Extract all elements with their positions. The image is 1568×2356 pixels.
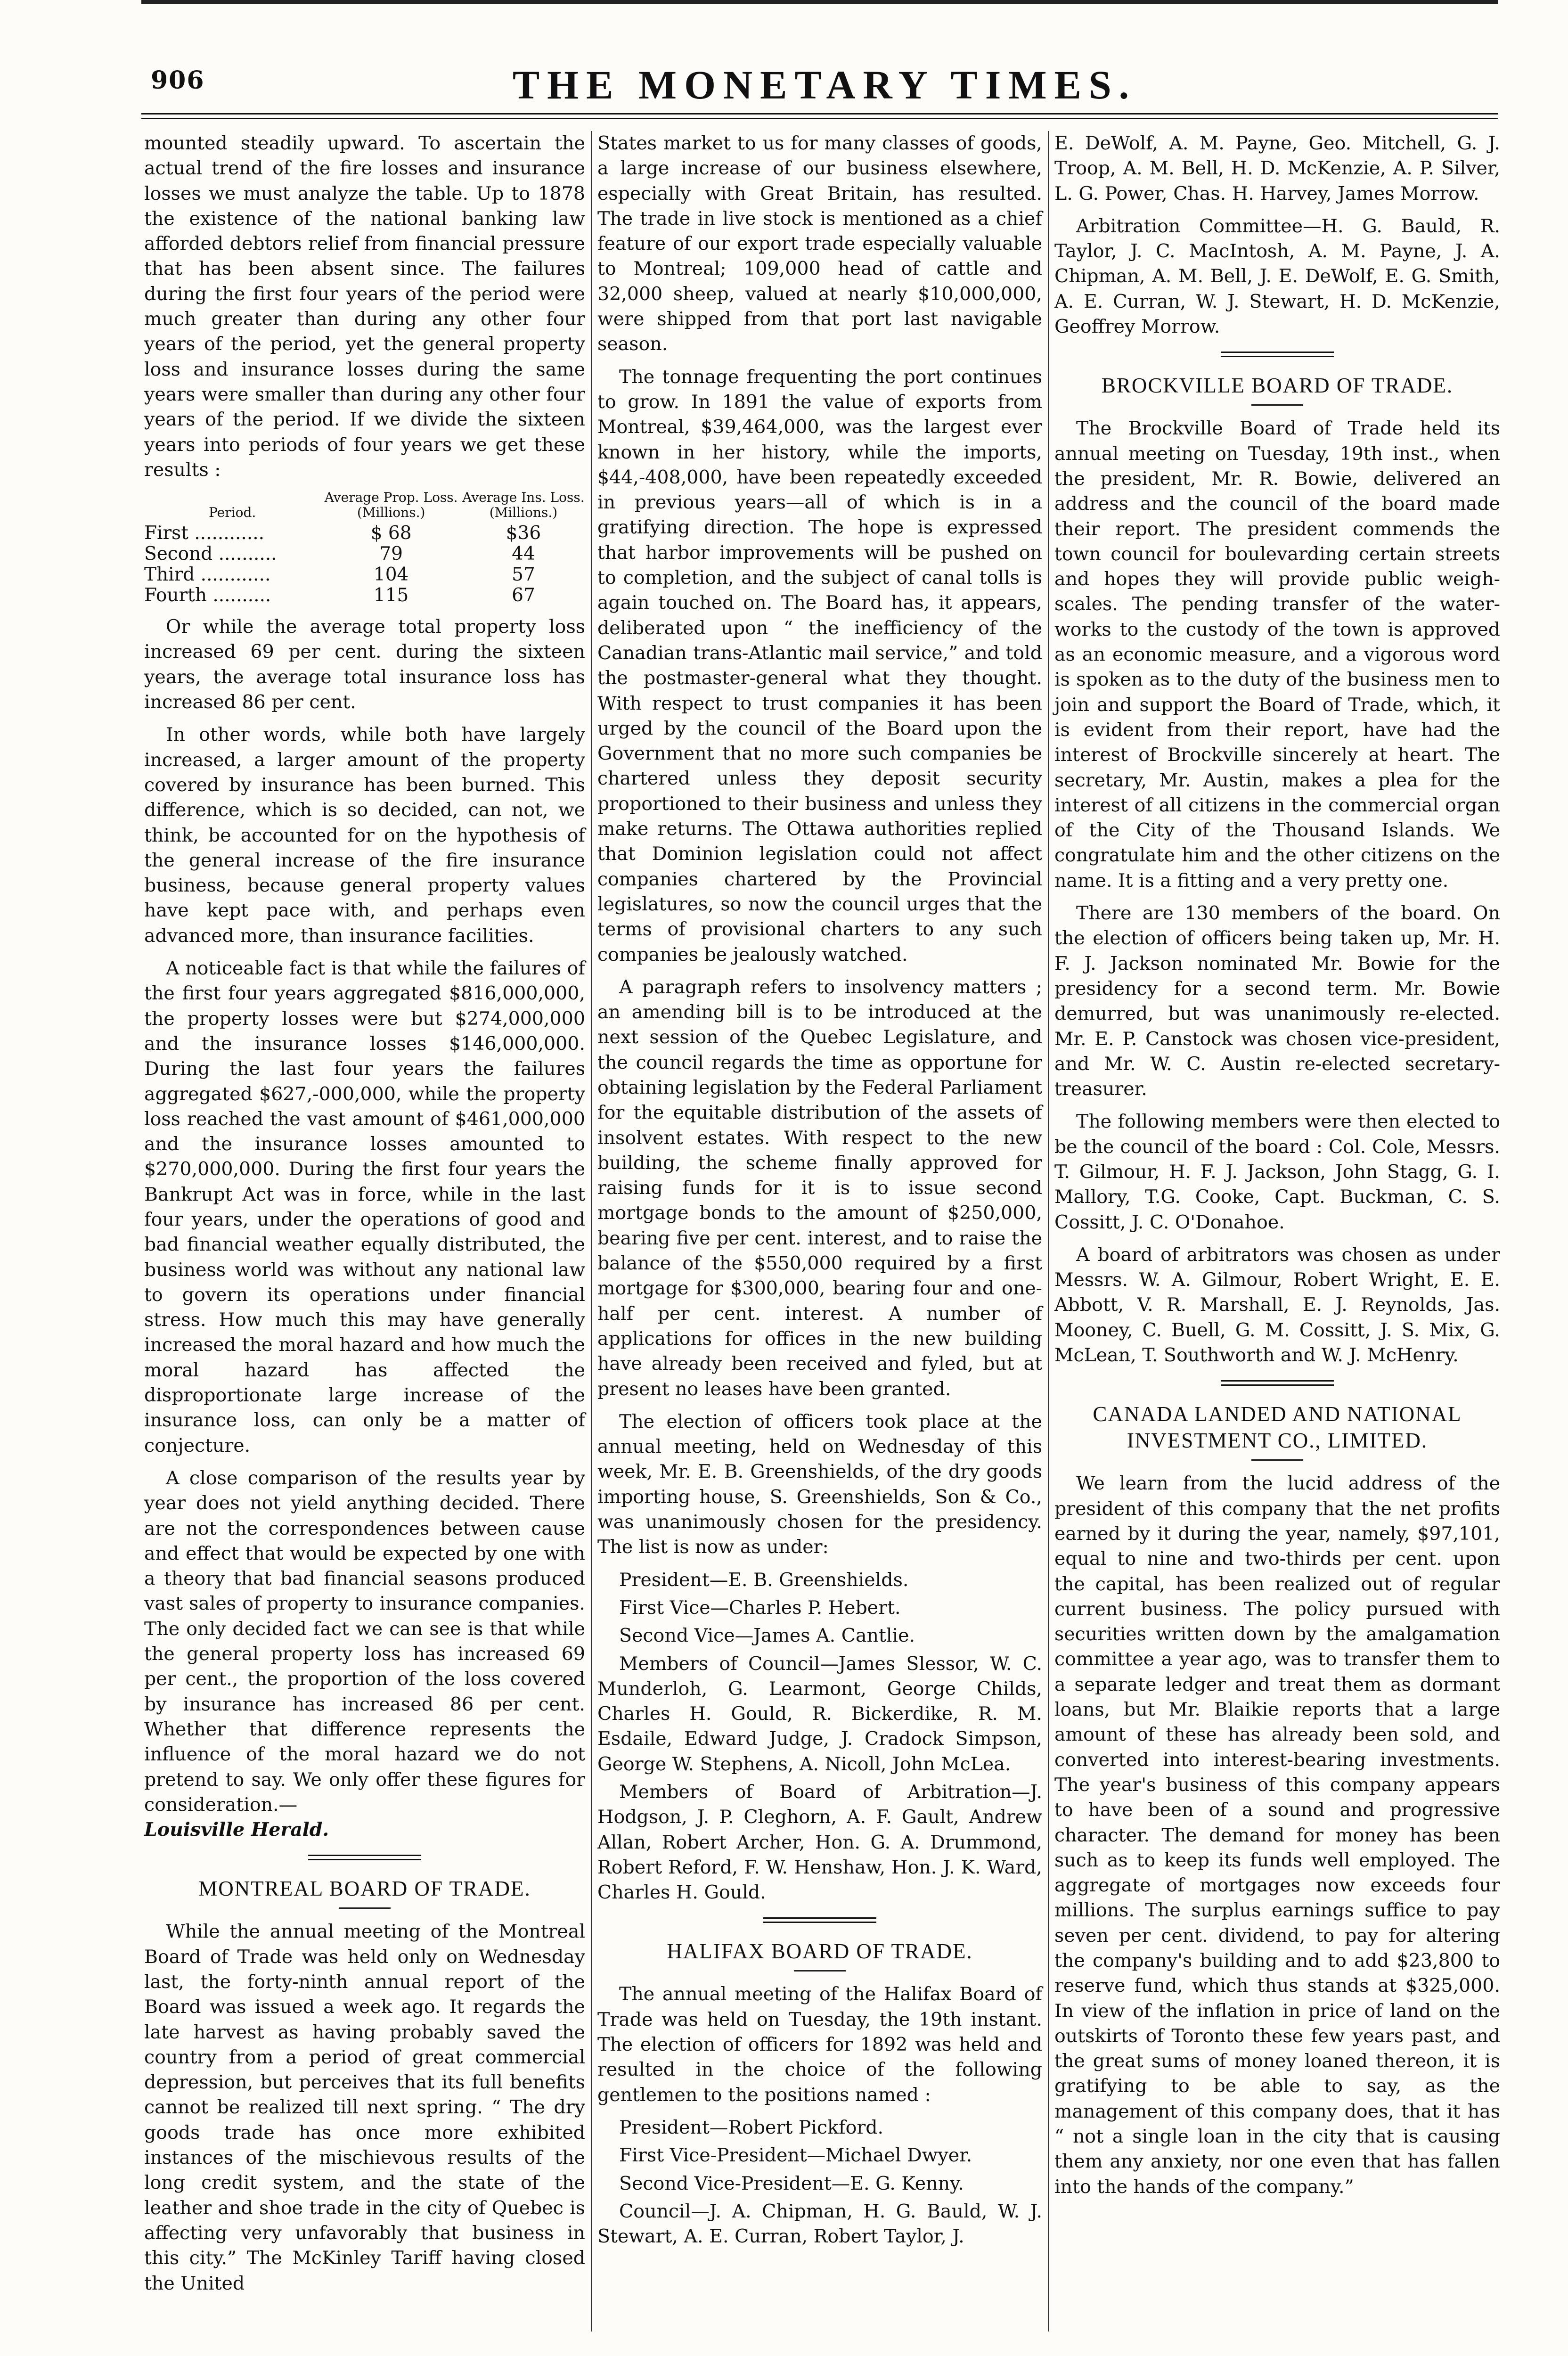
- paragraph: Or while the average total property loss increased 69 per cent. during the sixteen years, the average total insurance loss has increased 86 per cent.: [144, 616, 585, 713]
- officer-list-item: Members of Council—James Slessor, W. C. Munderloh, G. Learmont, George Childs, Charles H. Gould, R. Bickerdike, R. M. Esdaile, Edward Judge, J. Cradock Simpson, George W. Stephens, A. Nicoll, John McLea.: [597, 1652, 1042, 1775]
- column-header-property-loss: Average Prop. Loss. (Millions.): [324, 490, 458, 521]
- heading-rule: [1251, 1459, 1303, 1461]
- property-loss-cell: 115: [373, 585, 409, 606]
- period-cell: Fourth ..........: [144, 585, 271, 606]
- paragraph: The following members were then elected to be the council of the board : Col. Cole, Messrs. T. Gilmour, H. F. J. Jackson, John Stagg, G. I. Mallory, T.G. Cooke, Capt. Buckman, C. S. Cossitt, J. C. O'Donahoe.: [1054, 1111, 1500, 1233]
- period-cell: First ............: [144, 523, 265, 544]
- table-row: [144, 544, 585, 564]
- paragraph: In other words, while both have largely increased, a larger amount of the property covered by insurance has been burned. This difference, which is so decided, can not, we think, be accounted for on the hypothesis of the general increase of the fire insurance business, because general property values have kept pace with, and perhaps even advanced more, than insurance facilities.: [144, 724, 585, 947]
- officer-list-item: President—Robert Pickford.: [619, 2116, 884, 2138]
- property-loss-cell: 104: [373, 564, 409, 586]
- signature-text: Louisville Herald.: [144, 1819, 329, 1841]
- paragraph: A paragraph refers to insolvency matters ; an amending bill is to be introduced at the next session of the Quebec Legislature, and the council regards the time as opportune for obtaining legislation by the Federal Parliament for the equitable distribution of the assets of insolvent estates. With respect to the new building, the scheme finally approved for raising funds for it is to issue second mortgage bonds to the amount of $250,000, bearing five per cent. interest, and to raise the balance of the $550,000 required by a first mortgage for $300,000, bearing four and one-half per cent. interest. A number of applications for offices in the new building have already been received and fyled, but at present no leases have been granted.: [597, 976, 1042, 1400]
- paragraph: A close comparison of the results year by year does not yield anything decided. There are not the correspondences between cause and effect that would be expected by one with a theory that bad financial seasons produced vast sales of property to insurance companies. The only decided fact we can see is that while the general property loss has increased 69 per cent., the proportion of the loss covered by insurance has increased 86 per cent. Whether that difference represents the influence of the moral hazard we do not pretend to say. We only offer these figures for consideration.—: [144, 1467, 585, 1816]
- paragraph: E. DeWolf, A. M. Payne, Geo. Mitchell, G. J. Troop, A. M. Bell, H. D. McKenzie, A. P. Silver, L. G. Power, Chas. H. Harvey, James Morrow.: [1054, 132, 1500, 205]
- top-border-rule: [141, 0, 1498, 4]
- column-divider: [1048, 131, 1049, 2331]
- officer-list-item: First Vice-President—Michael Dwyer.: [619, 2144, 972, 2167]
- property-loss-cell: 79: [379, 543, 403, 565]
- paragraph: The election of officers took place at the annual meeting, held on Wednesday of this week, Mr. E. B. Greenshields, of the dry goods importing house, S. Greenshields, Son & Co., was unanimously chosen for the presidency. The list is now as under:: [597, 1410, 1042, 1558]
- officer-list-item: President—E. B. Greenshields.: [619, 1569, 909, 1591]
- section-divider: [763, 1917, 876, 1923]
- header-double-rule: [141, 113, 1498, 119]
- paragraph: The Brockville Board of Trade held its annual meeting on Tuesday, 19th inst., when the president, Mr. R. Bowie, delivered an address and the council of the board made their report. The president commends the town council for boulevarding certain streets and hopes they will provide public weigh-scales. The pending transfer of the water-works to the custody of the town is approved as an economic measure, and a vigorous word is spoken as to the duty of the business men to join and support the Board of Trade, which, it is evident from their report, have had the interest of Brockville sincerely at heart. The secretary, Mr. Austin, makes a plea for the interest of all citizens in the commercial organ of the City of the Thousand Islands. We congratulate him and the other citizens on the name. It is a fitting and a very pretty one.: [1054, 417, 1500, 892]
- loss-table: [144, 490, 585, 606]
- officer-list-item: Members of Board of Arbitration—J. Hodgson, J. P. Cleghorn, A. F. Gault, Andrew Allan, Robert Archer, Hon. G. A. Drummond, Robert Reford, F. W. Henshaw, Hon. J. K. Ward, Charles H. Gould.: [597, 1781, 1042, 1904]
- insurance-loss-cell: 44: [512, 543, 535, 565]
- page-header: [151, 61, 1498, 118]
- insurance-loss-cell: 67: [512, 585, 535, 606]
- insurance-loss-cell: 57: [512, 564, 535, 586]
- table-row: [144, 523, 585, 544]
- section-divider: [308, 1855, 421, 1860]
- officer-list-item: Second Vice—James A. Cantlie.: [619, 1625, 915, 1647]
- column-1: [144, 131, 585, 2304]
- paragraph: Arbitration Committee—H. G. Bauld, R. Taylor, J. C. MacIntosh, A. M. Payne, J. A. Chipman, A. M. Bell, J. E. DeWolf, E. G. Smith, A. E. Curran, W. J. Stewart, H. D. McKenzie, Geoffrey Morrow.: [1054, 215, 1500, 338]
- paragraph: A board of arbitrators was chosen as under Messrs. W. A. Gilmour, Robert Wright, E. E. Abbott, V. R. Marshall, E. J. Reynolds, Jas. Mooney, C. Buell, G. M. Cossitt, J. S. Mix, G. McLean, T. Southworth and W. J. McHenry.: [1054, 1243, 1500, 1366]
- column-header-insurance-loss: Average Ins. Loss. (Millions.): [462, 490, 585, 521]
- heading-rule: [1251, 404, 1303, 406]
- table-row: [144, 564, 585, 585]
- section-heading-montreal: MONTREAL BOARD OF TRADE.: [198, 1877, 531, 1901]
- source-signature: [144, 1817, 585, 1842]
- column-2: [597, 131, 1042, 2252]
- paragraph: There are 130 members of the board. On the election of officers being taken up, Mr. H. F. J. Jackson nominated Mr. Bowie for the presidency for a second term. Mr. Bowie demurred, but was unanimously re-elected. Mr. E. P. Canstock was chosen vice-president, and Mr. W. C. Austin re-elected secretary-treasurer.: [1054, 902, 1500, 1100]
- officer-list-item: Second Vice-President—E. G. Kenny.: [619, 2172, 964, 2194]
- column-header-period: Period.: [209, 505, 256, 521]
- column-divider: [591, 131, 592, 2331]
- loss-table-header: [144, 490, 585, 523]
- section-heading-canada-landed: CANADA LANDED AND NATIONAL INVESTMENT CO., LIMITED.: [1093, 1402, 1462, 1453]
- masthead-title: THE MONETARY TIMES.: [512, 62, 1137, 107]
- page-number: 906: [151, 66, 205, 95]
- period-cell: Third ............: [144, 564, 271, 586]
- section-heading-halifax: HALIFAX BOARD OF TRADE.: [667, 1939, 973, 1963]
- paragraph: The annual meeting of the Halifax Board of Trade was held on Tuesday, the 19th instant. The election of officers for 1892 was held and resulted in the choice of the following gentlemen to the positions named :: [597, 1983, 1042, 2106]
- property-loss-cell: $ 68: [370, 523, 412, 544]
- heading-rule: [339, 1907, 391, 1909]
- insurance-loss-cell: $36: [506, 523, 541, 544]
- table-row: [144, 585, 585, 606]
- paragraph: mounted steadily upward. To ascertain the actual trend of the fire losses and insurance losses we must analyze the table. Up to 1878 the existence of the national banking law afforded debtors relief from financial pressure that has been absent since. The failures during the first four years of the period were much greater than during any other four years of the period, yet the general property loss and insurance losses during the same years were smaller than during any other four years of the period. If we divide the sixteen years into periods of four years we get these results :: [144, 132, 585, 481]
- period-cell: Second ..........: [144, 543, 277, 565]
- officer-list-item: First Vice—Charles P. Hebert.: [619, 1596, 901, 1619]
- officer-list-item: Council—J. A. Chipman, H. G. Bauld, W. J. Stewart, A. E. Curran, Robert Taylor, J.: [597, 2200, 1042, 2248]
- paragraph: We learn from the lucid address of the president of this company that the net profits earned by it during the year, namely, $97,101, equal to nine and two-thirds per cent. upon the capital, has been realized out of regular current business. The policy pursued with securities written down by the amalgamation committee a year ago, was to transfer them to a separate ledger and treat them as dormant loans, but Mr. Blaikie reports that a large amount of these has already been sold, and converted into interest-bearing investments. The year's business of this company appears to have been of a sound and progressive character. The demand for money has been such as to keep its funds well employed. The aggregate of mortgages now exceeds four millions. The surplus earnings suffice to pay seven per cent. dividend, to pay for altering the company's building and to add $23,800 to reserve fund, which thus stands at $325,000. In view of the inflation in price of land on the outskirts of Toronto these few years past, and the great sums of money loaned thereon, it is gratifying to be able to say, as the management of this company does, that it has “ not a single loan in the city that is causing them any anxiety, nor one even that has fallen into the hands of the company.”: [1054, 1472, 1500, 2198]
- paragraph: States market to us for many classes of goods, a large increase of our business elsewhere, especially with Great Britain, has resulted. The trade in live stock is mentioned as a chief feature of our export trade especially valuable to Montreal; 109,000 head of cattle and 32,000 sheep, valued at nearly $10,000,000, were shipped from that port last navigable season.: [597, 132, 1042, 355]
- paragraph: A noticeable fact is that while the failures of the first four years aggregated $816,000,000, the property losses were but $274,000,000 and the insurance losses $146,000,000. During the last four years the failures aggregated $627,-000,000, while the property loss reached the vast amount of $461,000,000 and the insurance losses amounted to $270,000,000. During the first four years the Bankrupt Act was in force, while in the last four years, under the operations of good and bad financial weather equally distributed, the business world was without any national law to govern its operations under financial stress. How much this may have generally increased the moral hazard and how much the moral hazard has affected the disproportionate large increase of the insurance loss, can only be a matter of conjecture.: [144, 957, 585, 1456]
- section-divider: [1221, 1380, 1334, 1386]
- section-heading-brockville: BROCKVILLE BOARD OF TRADE.: [1101, 374, 1454, 398]
- heading-rule: [794, 1970, 846, 1972]
- paragraph: The tonnage frequenting the port continues to grow. In 1891 the value of exports from Montreal, $39,464,000, was the largest ever known in her history, while the imports, $44,-408,000, have been repeatedly exceeded in previous years—all of which is in a gratifying direction. The hope is expressed that harbor improvements will be pushed on to completion, and the subject of canal tolls is again touched on. The Board has, it appears, deliberated upon “ the inefficiency of the Canadian trans-Atlantic mail service,” and told the postmaster-general what they thought. With respect to trust companies it has been urged by the council of the Board upon the Government that no more such companies be chartered unless they deposit security proportioned to their business and unless they make returns. The Ottawa authorities replied that Dominion legislation could not affect companies chartered by the Provincial legislatures, so now the council urges that the terms of provisional charters to any such companies be jealously watched.: [597, 366, 1042, 965]
- column-3: [1054, 131, 1500, 2207]
- paragraph: While the annual meeting of the Montreal Board of Trade was held only on Wednesday last, the forty-ninth annual report of the Board was issued a week ago. It regards the late harvest as having probably saved the country from a period of great commercial depression, but perceives that its full benefits cannot be realized till next spring. “ The dry goods trade has once more exhibited instances of the mischievous results of the long credit system, and the state of the leather and shoe trade in the city of Quebec is affecting very unfavorably that business in this city.” The McKinley Tariff having closed the United: [144, 1921, 585, 2294]
- section-divider: [1221, 352, 1334, 357]
